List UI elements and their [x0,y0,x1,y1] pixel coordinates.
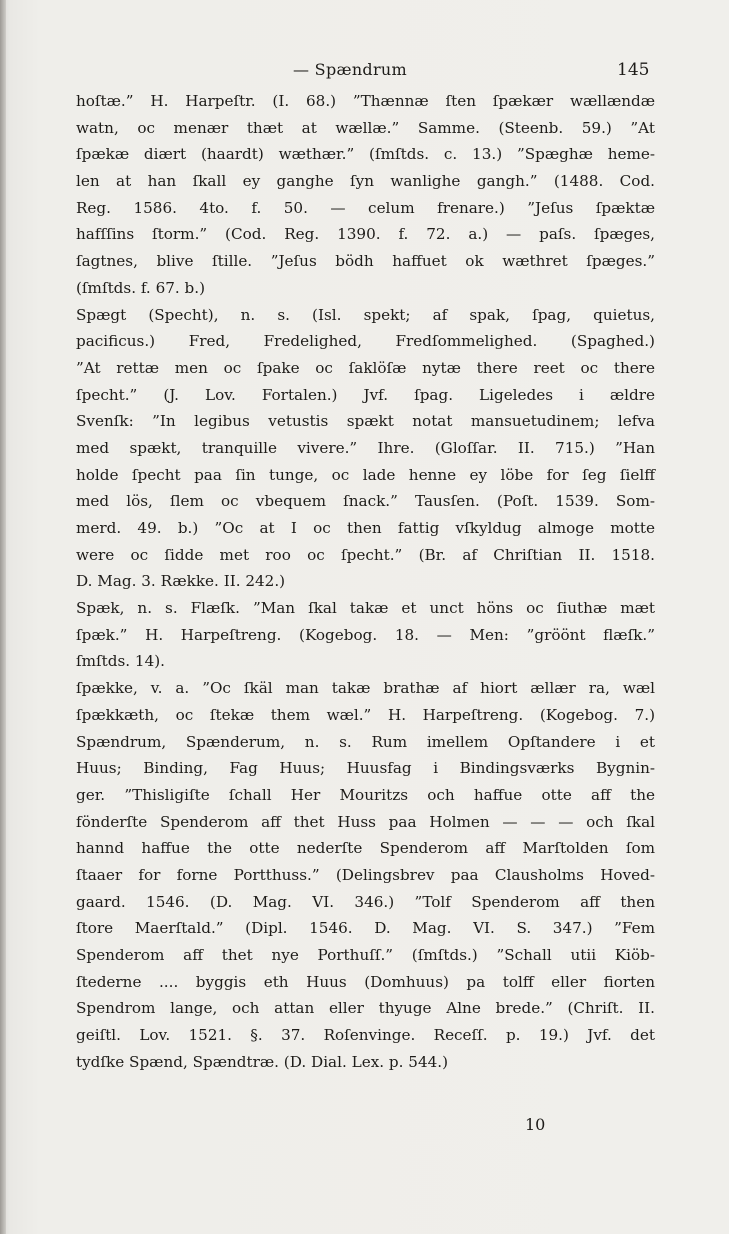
text-line: ſtaaer for forne Portthuss.” (Delingsbrev paa Clausholms Hoved- [76,865,655,884]
text-line: ſtederne .... byggis eth Huus (Domhuus) pa tolff eller fiorten [76,972,655,991]
text-line: watn, oc menær thæt at wællæ.” Samme. (Steenb. 59.) ”At [76,118,655,137]
text-line: Svenſk: ”In legibus vetustis spækt notat mansuetudinem; lefva [76,412,655,431]
text-line: med lös, ſlem oc vbequem ſnack.” Tausſen. (Poſt. 1539. Som- [76,492,655,511]
page-header [0,58,729,88]
entry-headword-line: ſpække, v. a. ”Oc ſkäl man takæ brathæ af hiort ællær ra, wæl [76,679,655,698]
text-line: pacificus.) Fred, Fredelighed, Fredſommelighed. (Spaghed.) [76,332,655,351]
text-line: Huus; Binding, Fag Huus; Huusfag i Bindingsværks Bygnin- [76,759,655,778]
text-line: ſpecht.” (J. Lov. Fortalen.) Jvf. ſpag. Ligeledes i ældre [76,385,655,404]
signature-mark: 10 [525,1115,546,1134]
text-line: were oc ſidde met roo oc ſpecht.” (Br. af Chriſtian II. 1518. [76,545,655,564]
text-line: geiſtl. Lov. 1521. §. 37. Roſenvinge. Receſſ. p. 19.) Jvf. det [76,1026,655,1045]
text-line: med spækt, tranquille vivere.” Ihre. (Gloſſar. II. 715.) ”Han [76,438,655,457]
text-line: ſtore Maerſtald.” (Dipl. 1546. D. Mag. VI. S. 347.) ”Fem [76,919,655,938]
text-line: hannd haffue the otte nederſte Spenderom aff Marſtolden ſom [76,839,655,858]
text-line: ſpæk.” H. Harpeſtreng. (Kogebog. 18. — Men: ”gröönt flæſk.” [76,625,655,644]
text-line: ſpækkæth, oc ſtekæ them wæl.” H. Harpeſtreng. (Kogebog. 7.) [76,705,655,724]
entry-headword-line: Spægt (Specht), n. s. (Isl. spekt; af spak, ſpag, quietus, [76,305,655,324]
text-line: ger. ”Thisligiſte ſchall Her Mouritzs och haffue otte aff the [76,785,655,804]
text-line: gaard. 1546. (D. Mag. VI. 346.) ”Tolf Spenderom aff then [76,892,655,911]
text-line: len at han ſkall ey ganghe ſyn wanlighe gangh.” (1488. Cod. [76,172,655,191]
text-line: Spendrom lange, och attan eller thyuge Alne brede.” (Chriſt. II. [76,999,655,1018]
entry-headword-line: Spæk, n. s. Flæſk. ”Man ſkal takæ et unct höns oc ſiuthæ mæt [76,599,655,618]
page-number: 145 [617,60,650,80]
text-line: ſagtnes, blive ſtille. ”Jeſus bödh haffuet ok wæthret ſpæges.” [76,252,655,271]
text-line: Reg. 1586. 4to. f. 50. — celum frenare.) ”Jeſus ſpæktæ [76,198,655,217]
text-line: ſmſtds. 14). [76,652,165,671]
text-line: D. Mag. 3. Række. II. 242.) [76,572,286,591]
text-line: hoſtæ.” H. Harpeſtr. (I. 68.) ”Thænnæ ſten ſpækær wællændæ [76,92,655,110]
page-binding-edge [0,0,6,1234]
text-line: Spenderom aff thet nye Porthuſſ.” (ſmſtds.) ”Schall utii Kiöb- [76,946,655,964]
body-text [76,88,655,1075]
text-line: (ſmſtds. f. 67. b.) [76,278,206,297]
text-line: merd. 49. b.) ”Oc at I oc then fattig vſkyldug almoge motte [76,519,655,537]
entry-headword-line: Spændrum, Spænderum, n. s. Rum imellem Opſtandere i et [76,732,655,751]
text-line: ”At rettæ men oc ſpake oc ſaklöſæ nytæ there reet oc there [76,358,655,377]
text-line: hafſſins ſtorm.” (Cod. Reg. 1390. f. 72. a.) — paſs. ſpæges, [76,225,655,244]
text-line: fönderſte Spenderom aff thet Huss paa Holmen — — — och ſkal [76,812,655,831]
text-line: holde ſpecht paa ſin tunge, oc lade henne ey löbe for ſeg ſielff [76,465,655,484]
text-line: tydſke Spænd, Spændtræ. (D. Dial. Lex. p. 544.) [76,1052,449,1071]
running-title: — Spændrum [293,60,407,79]
text-line: ſpækæ diært (haardt) wæthær.” (ſmſtds. c. 13.) ”Spæghæ heme- [76,145,655,164]
